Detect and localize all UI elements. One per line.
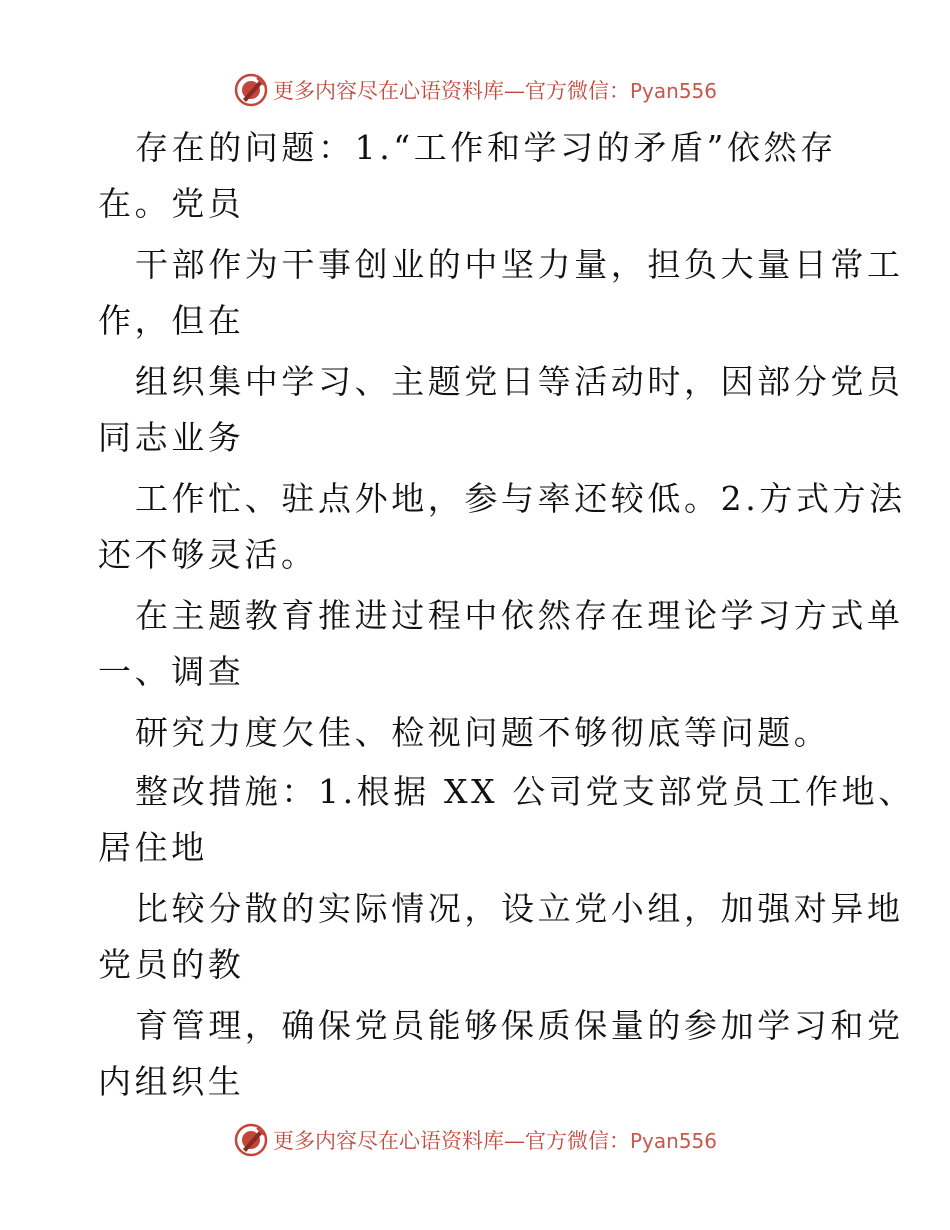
paragraph-2-line-2: 作，但在 bbox=[98, 301, 245, 340]
paragraph-5-line-2: 一、调查 bbox=[98, 652, 245, 691]
paragraph-7-line-2: 居住地 bbox=[98, 828, 208, 867]
pen-logo-icon bbox=[233, 1122, 269, 1158]
paragraph-9-line-1: 育管理，确保党员能够保质保量的参加学习和党 bbox=[135, 1006, 904, 1045]
watermark-text: 更多内容尽在心语资料库—官方微信：Pyan556 bbox=[272, 79, 717, 103]
paragraph-4-line-2: 还不够灵活。 bbox=[98, 535, 318, 574]
paragraph-9-line-2: 内组织生 bbox=[98, 1062, 245, 1101]
watermark-text: 更多内容尽在心语资料库—官方微信：Pyan556 bbox=[272, 1129, 717, 1153]
paragraph-3-line-2: 同志业务 bbox=[98, 418, 245, 457]
watermark-handle: Pyan556 bbox=[629, 79, 717, 103]
paragraph-6-line-1: 研究力度欠佳、检视问题不够彻底等问题。 bbox=[135, 713, 831, 752]
paragraph-1-line-1: 存在的问题：1.“工作和学习的矛盾”依然存 bbox=[135, 128, 837, 167]
watermark-footer bbox=[0, 1120, 950, 1160]
paragraph-8-line-2: 党员的教 bbox=[98, 945, 245, 984]
paragraph-3-line-1: 组织集中学习、主题党日等活动时，因部分党员 bbox=[135, 362, 904, 401]
paragraph-8-line-1: 比较分散的实际情况，设立党小组，加强对异地 bbox=[135, 889, 904, 928]
paragraph-7-line-1: 整改措施：1.根据 XX 公司党支部党员工作地、 bbox=[135, 772, 915, 811]
watermark-handle: Pyan556 bbox=[629, 1129, 717, 1153]
paragraph-5-line-1: 在主题教育推进过程中依然存在理论学习方式单 bbox=[135, 596, 904, 635]
paragraph-2-line-1: 干部作为干事创业的中坚力量，担负大量日常工 bbox=[135, 245, 904, 284]
paragraph-1-line-2: 在。党员 bbox=[98, 184, 245, 223]
paragraph-4-line-1: 工作忙、驻点外地，参与率还较低。2.方式方法 bbox=[135, 479, 906, 518]
